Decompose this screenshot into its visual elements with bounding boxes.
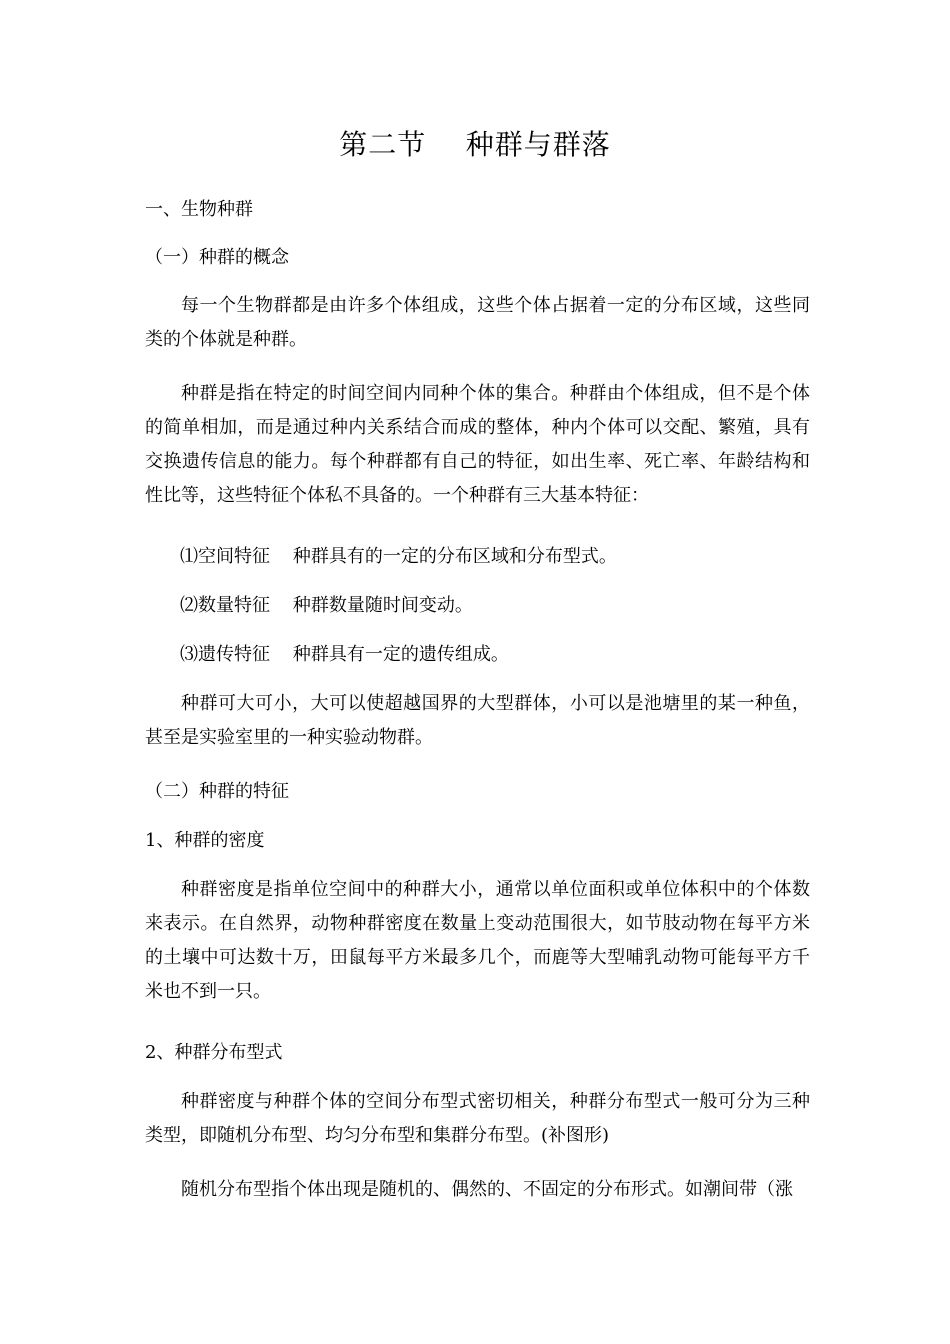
heading-biological-population: 一、生物种群	[145, 199, 253, 220]
heading-population-density: 1、种群的密度	[145, 830, 265, 851]
subheading-population-features: （二）种群的特征	[145, 781, 289, 802]
heading-distribution-pattern: 2、种群分布型式	[145, 1042, 283, 1063]
paragraph-distribution-types: 种群密度与种群个体的空间分布型式密切相关，种群分布型式一般可分为三种类型，即随机分布型、均匀分布型和集群分布型。(补图形)	[145, 1091, 810, 1146]
paragraph-population-definition: 种群是指在特定的时间空间内同种个体的集合。种群由个体组成，但不是个体的简单相加，而是通过种内关系结合而成的整体，种内个体可以交配、繁殖，具有交换遗传信息的能力。每个种群都有自己的特征，如出生率、死亡率、年龄结构和性比等，这些特征个体私不具备的。一个种群有三大基本特征：	[145, 383, 810, 506]
paragraph-density-definition: 种群密度是指单位空间中的种群大小，通常以单位面积或单位体积中的个体数来表示。在自然界，动物种群密度在数量上变动范围很大，如节肢动物在每平方米的土壤中可达数十万，田鼠每平方米最多几个，而鹿等大型哺乳动物可能每平方千米也不到一只。	[145, 879, 810, 1002]
paragraph-random-distribution: 随机分布型指个体出现是随机的、偶然的、不固定的分布形式。如潮间带（涨	[181, 1179, 793, 1200]
paragraph-concept-intro: 每一个生物群都是由许多个体组成，这些个体占据着一定的分布区域，这些同类的个体就是种群。	[145, 295, 810, 350]
feature-item-genetic: ⑶遗传特征 种群具有一定的遗传组成。	[180, 644, 509, 665]
subheading-population-concept: （一）种群的概念	[145, 247, 289, 268]
paragraph-population-size: 种群可大可小，大可以使超越国界的大型群体，小可以是池塘里的某一种鱼，甚至是实验室里的一种实验动物群。	[145, 693, 810, 748]
section-title: 第二节 种群与群落	[339, 128, 611, 161]
feature-item-spatial: ⑴空间特征 种群具有的一定的分布区域和分布型式。	[180, 546, 617, 567]
feature-item-quantity: ⑵数量特征 种群数量随时间变动。	[180, 595, 473, 616]
